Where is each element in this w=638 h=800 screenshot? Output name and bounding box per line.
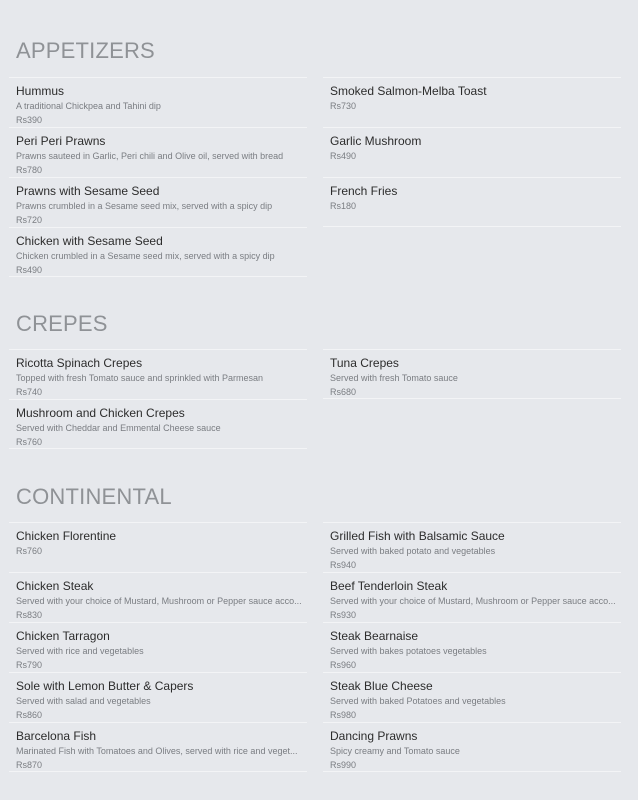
menu-item-price: Rs830	[16, 610, 43, 620]
crepes-right-column	[323, 349, 621, 399]
menu-item[interactable]	[9, 722, 307, 772]
menu-item-name: Prawns with Sesame Seed	[16, 184, 160, 198]
continental-right-column	[323, 522, 621, 772]
menu-item-price: Rs730	[330, 101, 357, 111]
menu-item[interactable]	[323, 622, 621, 672]
menu-item-price: Rs490	[330, 151, 357, 161]
menu-item-price: Rs940	[330, 560, 357, 570]
menu-item-price: Rs490	[16, 265, 43, 275]
menu-item-name: Dancing Prawns	[330, 729, 418, 743]
section-title-continental: CONTINENTAL	[16, 484, 172, 509]
continental-left-column	[9, 522, 307, 772]
menu-item-name: Sole with Lemon Butter & Capers	[16, 679, 194, 693]
menu-item[interactable]	[323, 522, 621, 572]
menu-item-name: Steak Blue Cheese	[330, 679, 433, 693]
menu-item[interactable]	[323, 572, 621, 622]
menu-item[interactable]	[9, 622, 307, 672]
menu-item-price: Rs180	[330, 201, 357, 211]
menu-item[interactable]	[9, 127, 307, 177]
menu-item[interactable]	[323, 672, 621, 722]
appetizers-right-column	[323, 77, 621, 227]
menu-item-price: Rs780	[16, 165, 43, 175]
menu-item-name: Chicken Tarragon	[16, 629, 110, 643]
menu-item-desc: Served with rice and vegetables	[16, 646, 144, 656]
menu-item-desc: Spicy creamy and Tomato sauce	[330, 746, 460, 756]
menu-item[interactable]	[9, 77, 307, 127]
menu-item[interactable]	[9, 177, 307, 227]
menu-item-price: Rs760	[16, 546, 43, 556]
menu-item-desc: Served with fresh Tomato sauce	[330, 373, 458, 383]
menu-item[interactable]	[323, 127, 621, 177]
menu-item-desc: Served with baked potato and vegetables	[330, 546, 496, 556]
menu-item-desc: Served with baked Potatoes and vegetables	[330, 696, 506, 706]
menu-item-name: Mushroom and Chicken Crepes	[16, 406, 185, 420]
menu-item[interactable]	[9, 399, 307, 449]
section-title-appetizers: APPETIZERS	[16, 38, 155, 63]
menu-item-desc: Served with Cheddar and Emmental Cheese sauce	[16, 423, 221, 433]
menu-item-desc: Served with your choice of Mustard, Mushroom or Pepper sauce acco...	[16, 596, 302, 606]
menu-item-name: Grilled Fish with Balsamic Sauce	[330, 529, 505, 543]
menu-item-price: Rs960	[330, 660, 357, 670]
menu-item-desc: Marinated Fish with Tomatoes and Olives, served with rice and veget...	[16, 746, 298, 756]
menu-item-name: Smoked Salmon-Melba Toast	[330, 84, 487, 98]
menu-item[interactable]	[323, 349, 621, 399]
menu-item-price: Rs930	[330, 610, 357, 620]
menu-item-price: Rs790	[16, 660, 43, 670]
menu-item-name: Hummus	[16, 84, 65, 98]
menu-item-price: Rs740	[16, 387, 43, 397]
menu-item[interactable]	[9, 672, 307, 722]
menu-item-name: Peri Peri Prawns	[16, 134, 106, 148]
menu-item[interactable]	[323, 77, 621, 127]
menu-item-desc: Prawns crumbled in a Sesame seed mix, served with a spicy dip	[16, 201, 273, 211]
menu-item[interactable]	[323, 177, 621, 227]
menu-item[interactable]	[323, 722, 621, 772]
menu-item-desc: Prawns sauteed in Garlic, Peri chili and Olive oil, served with bread	[16, 151, 284, 161]
menu-item-desc: Chicken crumbled in a Sesame seed mix, served with a spicy dip	[16, 251, 275, 261]
menu-item-price: Rs390	[16, 115, 43, 125]
menu-item-desc: Topped with fresh Tomato sauce and sprinkled with Parmesan	[16, 373, 263, 383]
section-title-crepes: CREPES	[16, 311, 108, 336]
menu-item-price: Rs760	[16, 437, 43, 447]
appetizers-left-column	[9, 77, 307, 277]
menu-item-price: Rs870	[16, 760, 43, 770]
menu-item-name: Steak Bearnaise	[330, 629, 419, 643]
menu-item-desc: Served with salad and vegetables	[16, 696, 151, 706]
menu-item-name: Garlic Mushroom	[330, 134, 422, 148]
menu-item-name: Tuna Crepes	[330, 356, 399, 370]
menu-item-name: Beef Tenderloin Steak	[330, 579, 448, 593]
menu-item-price: Rs980	[330, 710, 357, 720]
menu-item-name: Chicken with Sesame Seed	[16, 234, 163, 248]
menu-item[interactable]	[9, 572, 307, 622]
menu-item-price: Rs990	[330, 760, 357, 770]
menu-item-price: Rs860	[16, 710, 43, 720]
crepes-left-column	[9, 349, 307, 449]
menu-item-desc: A traditional Chickpea and Tahini dip	[16, 101, 161, 111]
menu-item-desc: Served with your choice of Mustard, Mushroom or Pepper sauce acco...	[330, 596, 616, 606]
menu-item[interactable]	[9, 227, 307, 277]
menu-item-price: Rs680	[330, 387, 357, 397]
menu-item-name: Ricotta Spinach Crepes	[16, 356, 143, 370]
menu-item-desc: Served with bakes potatoes vegetables	[330, 646, 487, 656]
menu-item[interactable]	[9, 349, 307, 399]
menu-item[interactable]	[9, 522, 307, 572]
menu-item-name: Chicken Florentine	[16, 529, 117, 543]
menu-item-name: Barcelona Fish	[16, 729, 97, 743]
menu-item-name: French Fries	[330, 184, 398, 198]
menu-item-price: Rs720	[16, 215, 43, 225]
menu-item-name: Chicken Steak	[16, 579, 94, 593]
